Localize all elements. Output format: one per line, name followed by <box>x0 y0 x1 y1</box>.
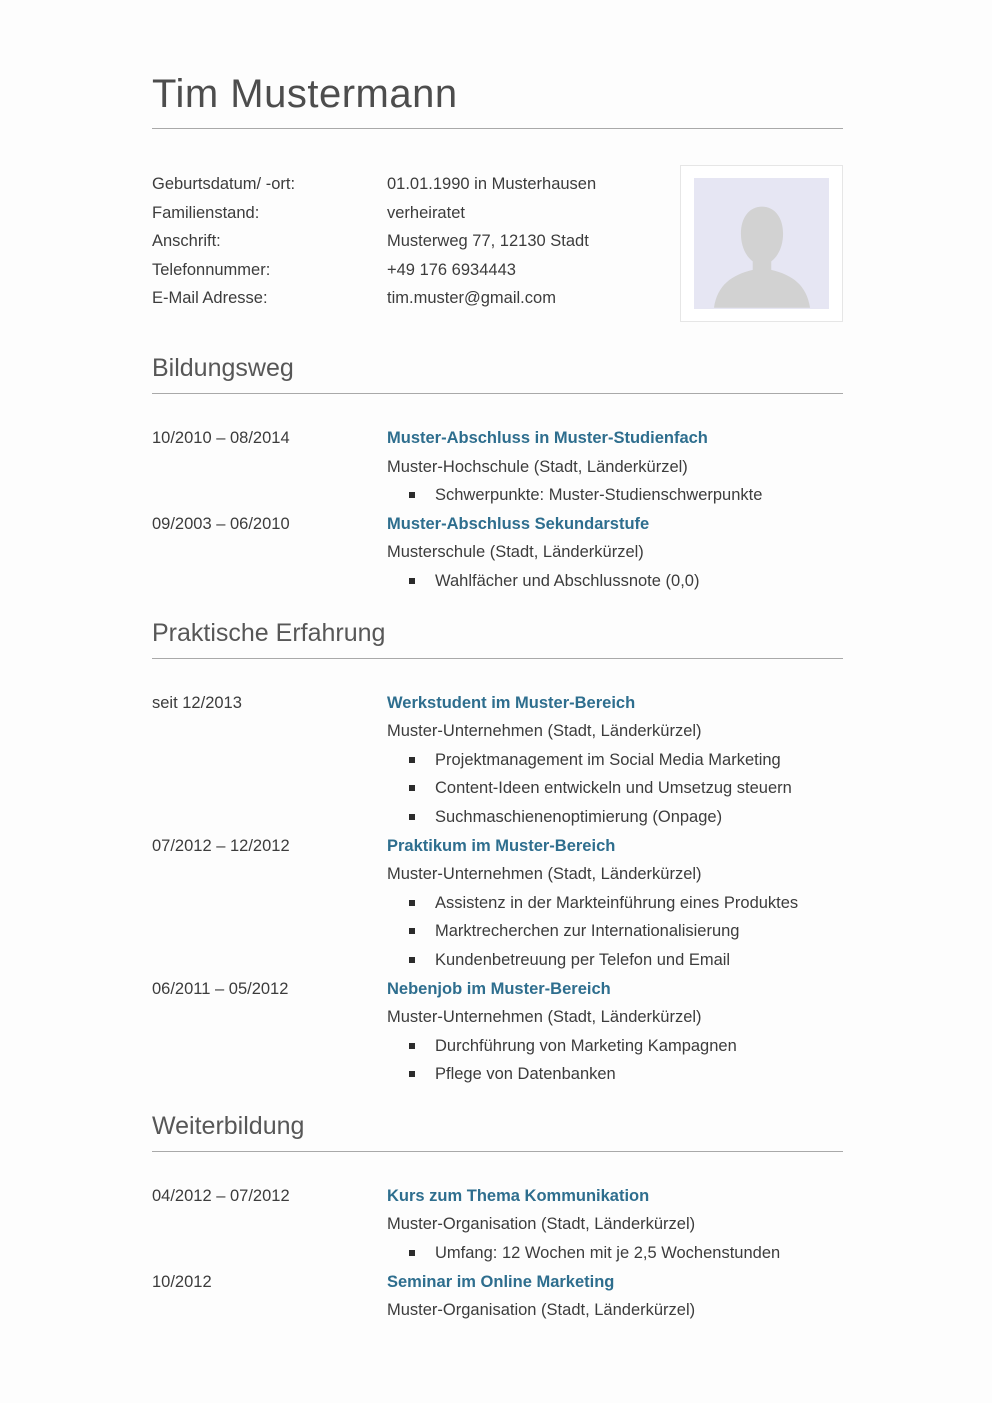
section-title: Praktische Erfahrung <box>152 618 386 647</box>
entry-date: seit 12/2013 <box>152 693 242 712</box>
entry-subtitle: Muster-Organisation (Stadt, Länderkürzel) <box>387 1215 696 1234</box>
cv-sections <box>152 353 843 1325</box>
section-title: Bildungsweg <box>152 354 294 382</box>
entry-body <box>387 975 843 1089</box>
info-value: verheiratet <box>387 203 465 222</box>
section-title: Weiterbildung <box>152 1111 305 1140</box>
section-divider <box>152 658 843 659</box>
entry-subtitle: Muster-Hochschule (Stadt, Länderkürzel) <box>387 457 688 476</box>
section-entries <box>152 1182 843 1325</box>
bullet-item: Suchmaschienenoptimierung (Onpage) <box>387 803 843 832</box>
entry <box>152 424 843 510</box>
entry-subtitle: Muster-Unternehmen (Stadt, Länderkürzel) <box>387 865 702 884</box>
bullet-item: Marktrecherchen zur Internationalisierung <box>387 917 843 946</box>
entry <box>152 832 843 975</box>
info-row <box>152 170 680 199</box>
entry-date: 07/2012 – 12/2012 <box>152 836 290 855</box>
entry-title: Praktikum im Muster-Bereich <box>387 836 616 855</box>
entry-title: Werkstudent im Muster-Bereich <box>387 693 636 712</box>
info-label: Familienstand: <box>152 203 260 222</box>
entry-bullets <box>387 1239 843 1268</box>
bullet-item: Content-Ideen entwickeln und Umsetzug steuern <box>387 774 843 803</box>
entry-title: Seminar im Online Marketing <box>387 1272 615 1291</box>
entry-title: Muster-Abschluss Sekundarstufe <box>387 514 650 533</box>
entry-bullets <box>387 889 843 975</box>
entry-date: 09/2003 – 06/2010 <box>152 514 290 533</box>
personal-info-rows <box>152 165 680 322</box>
bullet-item: Wahlfächer und Abschlussnote (0,0) <box>387 567 843 596</box>
entry-bullets <box>387 481 843 510</box>
entry-bullets <box>387 746 843 832</box>
info-row <box>152 256 680 285</box>
info-label: Anschrift: <box>152 232 221 251</box>
info-label: Telefonnummer: <box>152 260 271 279</box>
person-silhouette-icon <box>703 197 821 309</box>
info-row <box>152 284 680 313</box>
entry-date: 10/2010 – 08/2014 <box>152 429 290 447</box>
info-value: 01.01.1990 in Musterhausen <box>387 175 597 193</box>
bullet-item: Durchführung von Marketing Kampagnen <box>387 1032 843 1061</box>
entry-title: Kurs zum Thema Kommunikation <box>387 1186 650 1205</box>
entry-date: 06/2011 – 05/2012 <box>152 979 289 998</box>
info-value: +49 176 6934443 <box>387 260 516 279</box>
entry <box>152 689 843 832</box>
entry-body <box>387 832 843 975</box>
section-divider <box>152 393 843 394</box>
entry-subtitle: Muster-Unternehmen (Stadt, Länderkürzel) <box>387 1008 702 1027</box>
entry <box>152 1182 843 1268</box>
bullet-item: Kundenbetreuung per Telefon und Email <box>387 946 843 975</box>
entry-body <box>387 689 843 832</box>
info-row <box>152 199 680 228</box>
entry-bullets <box>387 567 843 596</box>
entry-body <box>387 424 843 510</box>
entry-date: 10/2012 <box>152 1272 212 1291</box>
section <box>152 1111 843 1325</box>
entry-subtitle: Musterschule (Stadt, Länderkürzel) <box>387 543 644 562</box>
entry-subtitle: Muster-Organisation (Stadt, Länderkürzel) <box>387 1301 696 1320</box>
info-label: E-Mail Adresse: <box>152 289 268 308</box>
entry-date: 04/2012 – 07/2012 <box>152 1186 290 1205</box>
bullet-item: Umfang: 12 Wochen mit je 2,5 Wochenstunden <box>387 1239 843 1268</box>
page-title: Tim Mustermann <box>152 72 458 116</box>
photo-placeholder <box>680 165 843 322</box>
photo-background <box>694 178 829 309</box>
info-value: tim.muster@gmail.com <box>387 289 556 308</box>
entry <box>152 1268 843 1325</box>
info-label: Geburtsdatum/ -ort: <box>152 175 296 193</box>
bullet-item: Pflege von Datenbanken <box>387 1060 843 1089</box>
entry-title: Nebenjob im Muster-Bereich <box>387 979 611 998</box>
section-entries <box>152 689 843 1089</box>
entry <box>152 510 843 596</box>
entry-body <box>387 1268 843 1325</box>
entry-subtitle: Muster-Unternehmen (Stadt, Länderkürzel) <box>387 722 702 741</box>
section-entries <box>152 424 843 596</box>
bullet-item: Assistenz in der Markteinführung eines Produktes <box>387 889 843 918</box>
personal-info <box>152 165 843 322</box>
section <box>152 618 843 1089</box>
title-divider <box>152 128 843 129</box>
info-value: Musterweg 77, 12130 Stadt <box>387 232 589 251</box>
entry-bullets <box>387 1032 843 1089</box>
entry-body <box>387 1182 843 1268</box>
entry <box>152 975 843 1089</box>
section <box>152 353 843 596</box>
bullet-item: Projektmanagement im Social Media Marketing <box>387 746 843 775</box>
section-divider <box>152 1151 843 1152</box>
entry-body <box>387 510 843 596</box>
info-row <box>152 227 680 256</box>
bullet-item: Schwerpunkte: Muster-Studienschwerpunkte <box>387 481 843 510</box>
entry-title: Muster-Abschluss in Muster-Studienfach <box>387 429 708 447</box>
